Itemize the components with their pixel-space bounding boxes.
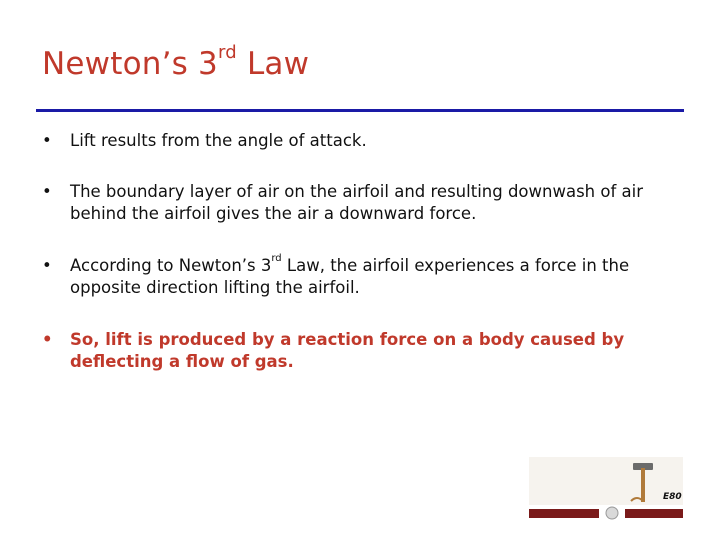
bullet-text <box>70 253 630 297</box>
bullet-text: The boundary layer of air on the airfoil and resulting downwash of air behind the airfoil gives the air a downward force. <box>70 182 644 223</box>
title-underline <box>36 109 684 112</box>
bullet-item-emphasis <box>40 329 680 373</box>
bullet-text-end: Law, the airfoil experiences a force in the opposite direction lifting the airfoil. <box>70 256 630 297</box>
bullet-item <box>40 255 680 299</box>
title-text-end: Law <box>236 46 310 82</box>
bullet-dot: • <box>42 330 53 349</box>
e80-logo <box>527 455 685 523</box>
bullet-text-start: According to Newton’s 3 <box>70 256 272 275</box>
title-superscript: rd <box>217 42 237 63</box>
slide-title <box>42 42 310 82</box>
logo-text: E80 <box>663 492 682 502</box>
bullet-text: Lift results from the angle of attack. <box>70 131 367 150</box>
bullet-dot: • <box>42 182 52 201</box>
bullet-superscript: rd <box>271 253 282 264</box>
bullet-dot: • <box>42 256 52 275</box>
bullet-item <box>40 181 680 225</box>
bullet-text: So, lift is produced by a reaction force on a body caused by deflecting a flow of gas. <box>70 330 625 371</box>
bullet-item <box>40 130 367 152</box>
title-text-start: Newton’s 3 <box>42 46 218 82</box>
bullet-dot: • <box>42 131 52 150</box>
